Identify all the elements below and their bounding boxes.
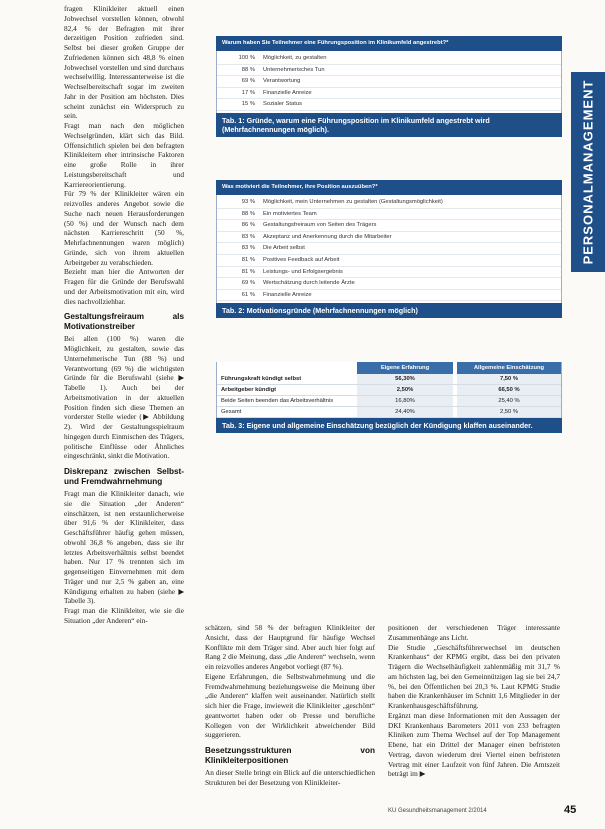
percentage-cell: 83 % [241, 245, 255, 252]
label-cell: Finanzielle Anreize [263, 291, 312, 298]
label-cell: Akzeptanz und Anerkennung durch die Mitarbeiter [263, 233, 392, 240]
table-row [217, 290, 561, 302]
table-row [217, 407, 561, 418]
table-row [217, 99, 561, 111]
label-cell: Verantwortung [263, 78, 301, 85]
percentage-cell: 81 % [241, 268, 255, 275]
table-row [217, 53, 561, 65]
percentage-cell: 69 % [241, 280, 255, 287]
table-row [217, 385, 561, 396]
table-row [217, 255, 561, 267]
table-2-caption: Tab. 2: Motivationsgründe (Mehrfachnennungen möglich) [216, 303, 562, 318]
table-row [217, 396, 561, 407]
table-2-header: Was motiviert die Teilnehmer, ihre Position auszuüben?* [216, 180, 562, 195]
table-row [217, 267, 561, 279]
label-cell: Wertschätzung durch leitende Ärzte [263, 280, 355, 287]
percentage-cell: 93 % [241, 199, 255, 205]
label-cell: Unternehmerisches Tun [263, 66, 325, 73]
text-column-3 [388, 623, 560, 779]
percentage-cell: 61 % [241, 291, 255, 298]
label-cell: Die Arbeit selbst [263, 245, 305, 252]
table-3-col-header-general: Allgemeine Einschätzung [457, 362, 561, 374]
section-tab-label: PERSONALMANAGEMENT [580, 79, 596, 265]
label-cell: Möglichkeit, mein Unternehmen zu gestalten (Gestaltungsmöglichkeit) [263, 199, 443, 205]
section-tab [571, 72, 605, 272]
label-cell: Sozialer Status [263, 101, 302, 108]
general-estimate-cell: 2,50 % [457, 407, 561, 417]
section-heading: Diskrepanz zwischen Selbst- und Fremdwahrnehmung [64, 467, 184, 486]
page-footer [388, 804, 578, 816]
paragraph: Bezieht man hier die Antworten der Fragen für die Gründe der Berufswahl und der Arbeitsmotivation mit ein, wird dies nachvollziehbar. [64, 267, 184, 306]
table-1 [216, 36, 562, 137]
general-estimate-cell: 66,50 % [457, 385, 561, 395]
paragraph: Fragt man die Klinikleiter, wie sie die Situation „der Anderen“ ein- [64, 606, 184, 625]
own-experience-cell: 16,80% [357, 396, 453, 406]
page-number: 45 [564, 804, 577, 816]
table-row [217, 65, 561, 77]
table-3-header-row [217, 362, 561, 374]
section-heading: Gestaltungsfreiraum als Motivationstreiber [64, 312, 184, 332]
table-3-caption: Tab. 3: Eigene und allgemeine Einschätzung bezüglich der Kündigung klaffen auseinander. [216, 418, 562, 433]
paragraph: positionen der verschiedenen Träger interessante Zusammenhänge ans Licht. [388, 623, 560, 642]
paragraph: Fragt man nach den möglichen Wechselgründen, klärt sich das Bild. Offensichtlich spielen bei den befragten Klinikleitern eher intrinsische Faktoren eine große Rolle in ihrer Leistungsbereitschaft und Karriereorientierung. [64, 121, 184, 189]
section-heading: Besetzungsstrukturen von Klinikleiterpositionen [205, 746, 375, 765]
row-label-cell: Beide Seiten beenden das Arbeitsverhältnis [221, 398, 334, 404]
paragraph: Für 79 % der Klinikleiter wären ein reizvolles anderes Angebot sowie die Suche nach neuen Herausforderungen (50 %) und der Wunsch nach dem nächsten Karriereschritt (50 %, Mehrfachnennungen waren möglich) Gründe, sich von ihrem aktuellen Arbeitgeber zu verabschieden. [64, 189, 184, 267]
percentage-cell: 100 % [238, 55, 255, 61]
paragraph: Ergänzt man diese Informationen mit den Aussagen der DKI Krankenhaus Barometers 2011 von 233 befragten Kliniken zum Thema Wechsel auf der Top Management Ebene, hat ein Drittel der Manager einen befristeten Vertrag, davon wiederum drei Viertel einen befristeten Vertrag mit einer Laufzeit von fünf Jahren. Die Amtszeit beträgt im ▶ [388, 710, 560, 779]
own-experience-cell: 24,40% [357, 407, 453, 417]
paragraph: Die Studie „Geschäftsführerwechsel im deutschen Krankenhaus“ der KPMG ergibt, dass bei den privaten Trägern die Wechselhäufigkeit zahlenmäßig mit 31,7 % am höchsten lag, bei den Gemeinnützigen lag sie bei 24,7 %, bei den Öffentlichen bei 20,3 %. Laut KPMG Studie haben die Krankenhäuser im Schnitt 1,6 Mitglieder in der Krankenhausgeschäftsführung. [388, 642, 560, 710]
row-label-cell: Führungskraft kündigt selbst [221, 376, 302, 382]
percentage-cell: 88 % [241, 210, 255, 217]
table-3-col-header-own: Eigene Erfahrung [357, 362, 453, 374]
label-cell: Positives Feedback auf Arbeit [263, 256, 340, 263]
table-row [217, 243, 561, 255]
percentage-cell: 88 % [241, 66, 255, 73]
table-2-body [216, 195, 562, 303]
table-row [217, 209, 561, 221]
paragraph: fragen Klinikleiter aktuell einen Jobwechsel vorstellen können, obwohl 82,4 % der Befragten mit ihrer derzeitigen Position zufrieden sind. Selbst bei dieser großen Gruppe der Zufriedenen können sich 48,8 % einen Jobwechsel vorstellen und sind durchaus wechselwillig. Interessanterweise ist die Wechselbereitschaft sogar im zweiten Jahr in der Position am höchsten. Dies scheint zunächst ein Widerspruch zu sein. [64, 4, 184, 121]
label-cell: Finanzielle Anreize [263, 89, 312, 96]
percentage-cell: 83 % [241, 233, 255, 240]
table-row [217, 374, 561, 385]
table-1-body [216, 51, 562, 113]
paragraph: Fragt man die Klinikleiter danach, wie sie die Situation „der Anderen“ einschätzen, ist nen erstaunlicherweise über 91,6 % der Klinikleiter, dass Geschäftsführer häufig gehen müssen, obwohl 36,8 % angeben, dass sie ihr letztes Arbeitsverhältnis selbst beendet haben. Nur 17 % trennten sich im gegenseitigen Einvernehmen mit dem Träger und nur 2,5 % gaben an, eine Kündigung erhalten zu haben (siehe ▶ Tabelle 3). [64, 489, 184, 606]
paragraph: Bei allen (100 %) waren die Möglichkeit, zu gestalten, sowie das Unternehmerische Tun (88 %) und Verantwortung (69 %) die wichtigsten Gründe für die Berufswahl (siehe ▶ Tabelle 1). Auch bei der Arbeitsmotivation in der aktuellen Position finden sich diese Themen an vorderster Stelle wieder (▶ Abbildung 2). Wird der Gestaltungsspielraum hingegen durch Einmischen des Trägers, politische Einflüsse oder Ähnliches eingeschränkt, sinkt die Motivation. [64, 334, 184, 461]
label-cell: Ein motiviertes Team [263, 210, 317, 217]
publication-name: KU Gesundheitsmanagement 2/2014 [388, 808, 487, 814]
percentage-cell: 17 % [241, 89, 255, 96]
paragraph: An dieser Stelle bringt ein Blick auf die unterschiedlichen Strukturen bei der Besetzung von Klinikleiter- [205, 768, 375, 787]
label-cell: Gestaltungsfreiraum von Seiten des Trägers [263, 222, 377, 229]
percentage-cell: 15 % [241, 101, 255, 108]
text-column-2 [205, 623, 375, 788]
table-row [217, 278, 561, 290]
table-1-header: Warum haben Sie Teilnehmer eine Führungsposition im Klinikumfeld angestrebt?* [216, 36, 562, 51]
general-estimate-cell: 25,40 % [457, 396, 561, 406]
table-row [217, 76, 561, 88]
table-3 [216, 362, 562, 433]
table-row [217, 88, 561, 100]
table-row [217, 197, 561, 209]
table-2 [216, 180, 562, 318]
paragraph: Eigene Erfahrungen, die Selbstwahrnehmung und die Fremdwahrnehmung beziehungsweise die Meinung über „die Anderen“ klaffen weit auseinander. Natürlich stellt sich hier die Frage, inwieweit die Klinikleiter „geschönt“ geantwortet haben oder ob Presse und berufliche Kollegen von der Wirklichkeit abweichender Bild suggerieren. [205, 671, 375, 740]
table-1-caption: Tab. 1: Gründe, warum eine Führungsposition im Klinikumfeld angestrebt wird (Mehrfachnennungen möglich). [216, 113, 562, 137]
percentage-cell: 81 % [241, 256, 255, 263]
label-cell: Möglichkeit, zu gestalten [263, 55, 327, 61]
own-experience-cell: 2,50% [357, 385, 453, 395]
table-row [217, 220, 561, 232]
percentage-cell: 69 % [241, 78, 255, 85]
label-cell: Leistungs- und Erfolgsergebnis [263, 268, 343, 275]
row-label-cell: Arbeitgeber kündigt [221, 387, 277, 393]
table-3-body [216, 362, 562, 418]
text-column-1 [64, 4, 184, 626]
row-label-cell: Gesamt [221, 409, 242, 415]
table-row [217, 232, 561, 244]
general-estimate-cell: 7,50 % [457, 374, 561, 384]
paragraph: schätzen, sind 58 % der befragten Klinikleiter der Ansicht, dass der Hauptgrund für häufige Wechsel Konflikte mit dem Träger sind. Aber auch hier folgt auf Rang 2 die Meinung, dass „die Anderen“ wechseln, wenn ein reizvolles anderes Angebot vorliegt (87 %). [205, 623, 375, 671]
percentage-cell: 86 % [241, 222, 255, 229]
own-experience-cell: 56,30% [357, 374, 453, 384]
